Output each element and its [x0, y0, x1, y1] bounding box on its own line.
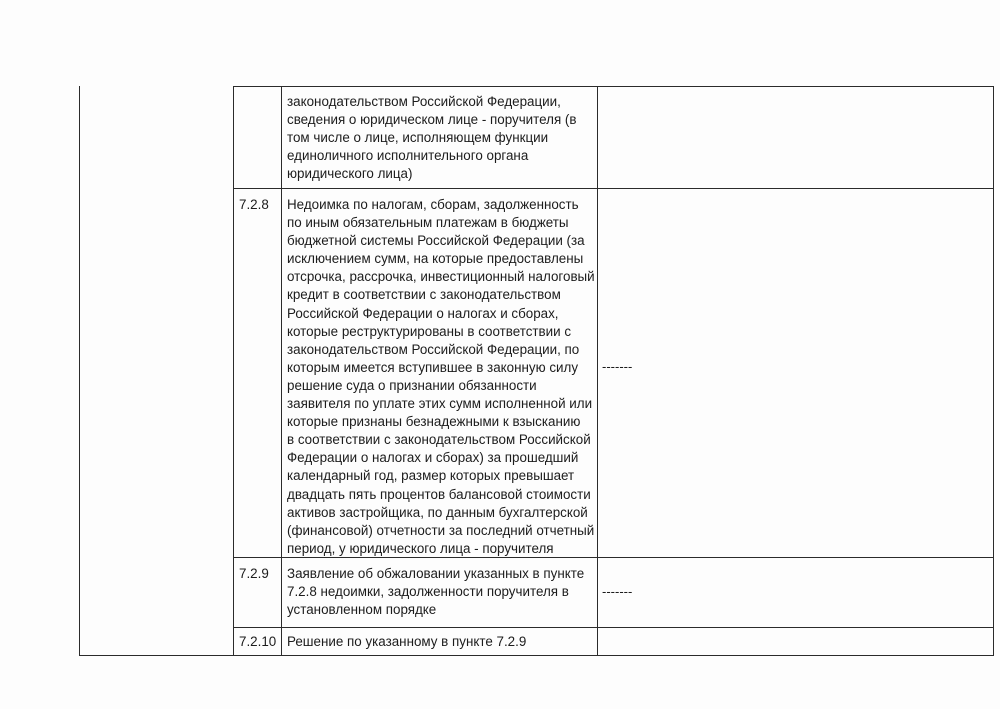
row-text-line: Заявление об обжаловании указанных в пункте: [287, 566, 585, 581]
row-text-line: Российской Федерации о налогах и сборах,: [287, 305, 559, 321]
row-text-line: том числе о лице, исполняющем функции: [287, 130, 549, 146]
table-row: [287, 93, 592, 183]
row-text-line: сведения о юридическом лице - поручителя (в: [287, 112, 577, 128]
table-border-left: [79, 86, 80, 656]
row-number: 7.2.8: [239, 197, 269, 212]
row-text-line: 7.2.8 недоимки, задолженности поручителя в: [287, 584, 569, 600]
table-row: [287, 196, 595, 558]
row-text-line: которые признаны безнадежными к взысканию: [287, 414, 581, 430]
row-value: -------: [602, 359, 633, 374]
row-text-line: отсрочка, рассрочка, инвестиционный налоговый: [287, 269, 595, 285]
table-border-col1: [233, 86, 234, 656]
row-text-line: кредит в соответствии с законодательством: [287, 287, 561, 303]
row-value: -------: [602, 584, 633, 599]
row-divider-3: [233, 627, 994, 628]
row-text-line: (финансовой) отчетности за последний отчетный: [287, 522, 595, 538]
row-text-line: заявителя по уплате этих сумм исполненной или: [287, 396, 593, 412]
row-number: 7.2.9: [239, 566, 269, 581]
row-text-line: бюджетной системы Российской Федерации (за: [287, 233, 585, 249]
row-number: 7.2.10: [239, 634, 277, 649]
table-row: [287, 565, 592, 619]
row-text-line: которые реструктурированы в соответствии с: [287, 323, 572, 339]
row-text-line: установленном порядке: [287, 602, 437, 618]
row-text-line: двадцать пять процентов балансовой стоимости: [287, 486, 591, 502]
row-text-line: которым имеется вступившее в законную силу: [287, 359, 579, 375]
row-text-line: Федерации о налогах и сборах) за прошедший: [287, 450, 579, 466]
table-border-col3: [597, 86, 598, 656]
row-text-line: решение суда о признании обязанности: [287, 377, 537, 393]
row-text-line: период, у юридического лица - поручителя: [287, 540, 554, 556]
row-text-line: законодательством Российской Федерации, по: [287, 341, 580, 357]
row-text-line: юридического лица): [287, 166, 413, 182]
table-border-right: [993, 86, 994, 656]
row-text-line: Недоимка по налогам, сборам, задолженность: [287, 197, 579, 212]
row-text-line: календарный год, размер которых превышает: [287, 468, 575, 484]
row-text-line: активов застройщика, по данным бухгалтерской: [287, 504, 588, 520]
row-text-line: Решение по указанному в пункте 7.2.9: [287, 634, 527, 649]
row-text-line: единоличного исполнительного органа: [287, 148, 529, 164]
row-text-line: по иным обязательным платежам в бюджеты: [287, 215, 569, 231]
table-border-bottom: [79, 655, 994, 656]
table-border-col2: [281, 86, 282, 656]
row-divider-1: [233, 188, 994, 189]
row-text-line: в соответствии с законодательством Российской: [287, 432, 591, 448]
table-row: [287, 633, 592, 651]
table-border-top: [233, 86, 994, 87]
row-text-line: исключением сумм, на которые предоставлены: [287, 251, 584, 267]
row-text-line: законодательством Российской Федерации,: [287, 94, 561, 109]
